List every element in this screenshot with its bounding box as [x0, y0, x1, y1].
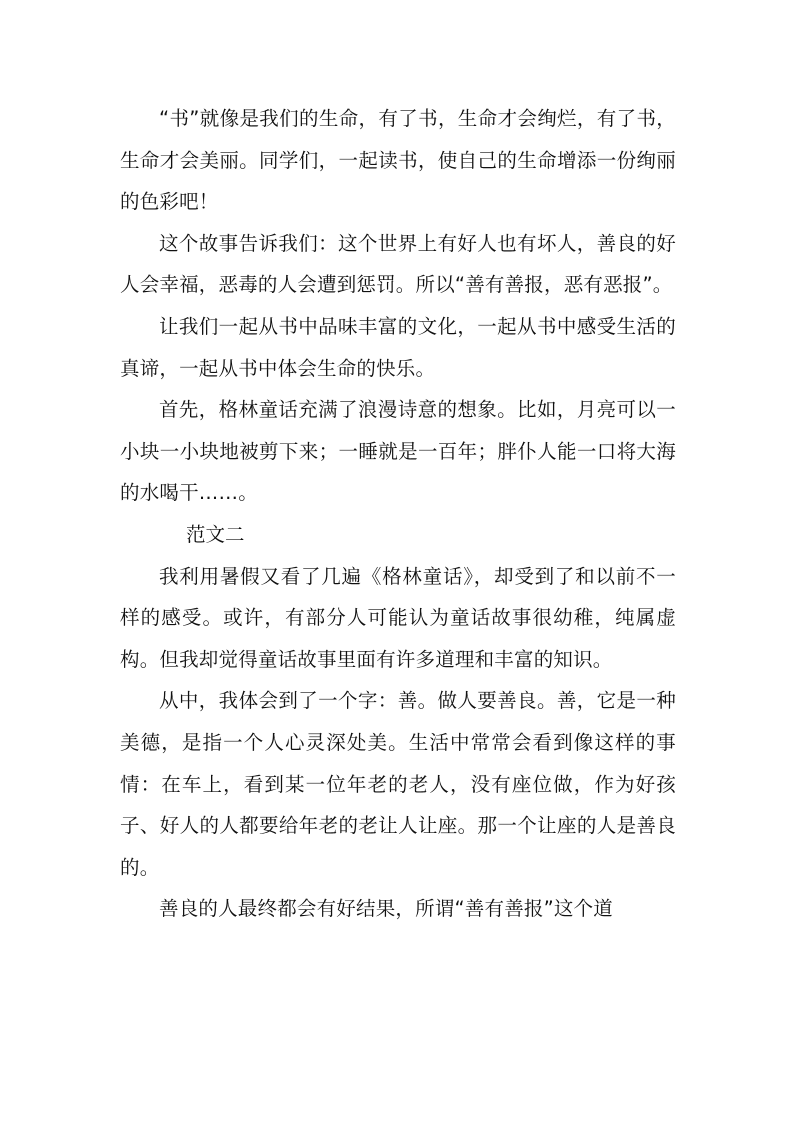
- paragraph-5: 我利用暑假又看了几遍《格林童话》，却受到了和以前不一样的感受。或许，有部分人可能认为童话故事很幼稚，纯属虚构。但我却觉得童话故事里面有许多道理和丰富的知识。: [120, 564, 676, 671]
- section-heading: 范文二: [186, 522, 245, 546]
- paragraph-1: “书”就像是我们的生命，有了书，生命才会绚烂，有了书，生命才会美丽。同学们，一起读书，使自己的生命增添一份绚丽的色彩吧！: [120, 107, 676, 214]
- paragraph-2: 这个故事告诉我们：这个世界上有好人也有坏人，善良的好人会幸福，恶毒的人会遭到惩罚。所以“善有善报，恶有恶报”。: [120, 231, 676, 297]
- paragraph-3: 让我们一起从书中品味丰富的文化，一起从书中感受生活的真谛，一起从书中体会生命的快乐。: [120, 314, 676, 380]
- document-body: [120, 98, 676, 930]
- paragraph-4: 首先，格林童话充满了浪漫诗意的想象。比如，月亮可以一小块一小块地被剪下来；一睡就是一百年；胖仆人能一口将大海的水喝干……。: [120, 398, 676, 505]
- paragraph-7: 善良的人最终都会有好结果，所谓“善有善报”这个道: [159, 897, 614, 921]
- paragraph-6: 从中，我体会到了一个字：善。做人要善良。善，它是一种美德，是指一个人心灵深处美。生活中常常会看到像这样的事情：在车上，看到某一位年老的老人，没有座位做，作为好孩子、好人的人都要给年老的老让人让座。那一个让座的人是善良的。: [120, 689, 676, 879]
